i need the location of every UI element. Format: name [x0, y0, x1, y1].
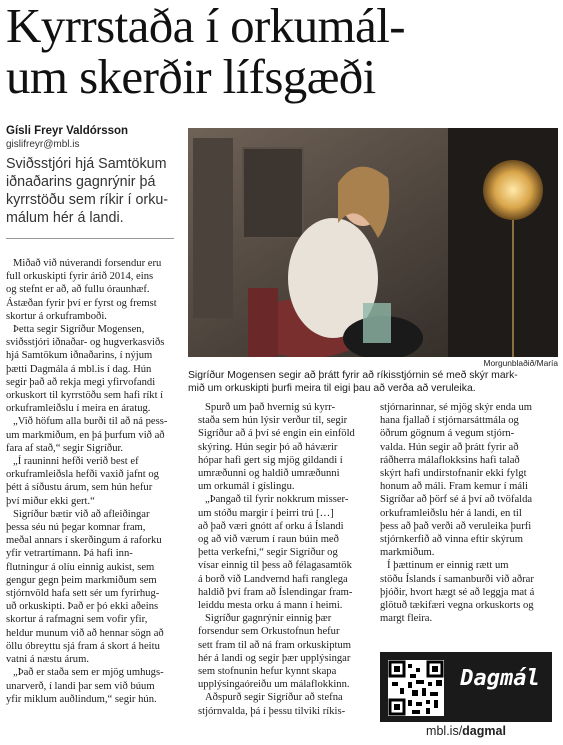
headline-line-2: um skerðir lífsgæði [6, 49, 376, 104]
headline [6, 0, 558, 102]
text-line: Sigríður gagnrýnir einnig þær [205, 613, 332, 625]
text-line: að það væri gnótt af orku á Íslandi [198, 520, 344, 532]
text-line: stjórnarinnar, sé mjög skýr enda um [380, 402, 532, 413]
text-line: orkuframleiðsla hefði vaxið jafnt og [6, 469, 159, 481]
text-line: Sviðsstjóri hjá Samtökum [6, 156, 167, 172]
text-line: „Það er staða sem er mjög umhugs- [13, 667, 164, 679]
text-line: sem stofnunin hefur kynnt skapa [198, 666, 337, 678]
text-line: orkuskort til kyrrstöðu sem hafi ríkt í [6, 390, 164, 402]
text-line: Sigríðar að þörf sé á því að tvöfalda [380, 494, 533, 506]
text-line: kyrrstöðu sem ríkir í orku- [6, 192, 169, 208]
text-line: leiddu mesta orku á mann í heimi. [198, 600, 343, 612]
text-line: Sigríður að á því sé engin ein einföld [198, 428, 355, 440]
text-line: forsendur sem Orkustofnun hefur [198, 626, 340, 638]
paragraph [6, 415, 174, 455]
text-line: þetta verkefni,“ segir Sigríður og [198, 547, 338, 559]
photo-credit: Morgunblaðið/María [483, 358, 558, 368]
text-line: skýring. Hún segir þó að háværir [198, 441, 338, 453]
paragraph [380, 401, 552, 559]
dagmal-promo[interactable] [380, 652, 552, 740]
text-line: mið um orkuskipti þurfi meira til eigi þau að verða að veruleika. [188, 383, 476, 394]
text-line: vatni á næstu árum. [6, 654, 89, 666]
text-line: hana fjallað í stjórnarsáttmála og [380, 415, 519, 427]
text-line: uð orkuskipti. Það er þó ekki aðeins [6, 601, 159, 613]
text-line: þess að það verði að veruleika þurfi [380, 520, 532, 532]
body-column-3 [380, 401, 552, 625]
text-line: staða sem hún lýsir verður til, segir [198, 415, 348, 427]
text-line: hópar hafi gert sig mjög gildandi í [198, 454, 343, 466]
text-line: sviðsstjóri iðnaðar- og hugverkasviðs [6, 337, 165, 349]
paragraph [198, 401, 370, 493]
body-column-1 [6, 257, 174, 706]
text-line: margt fleira. [380, 613, 433, 625]
text-line: „Í rauninni hefði verið best ef [13, 456, 139, 468]
paragraph [198, 612, 370, 691]
text-line: yfir vetrartímann. Þá hafi inn- [6, 548, 133, 560]
photo-caption [188, 369, 558, 395]
text-line: um markmiðum, en þá þurfum við að [6, 429, 165, 441]
text-line: meðal annars í skerðingum á raforku [6, 535, 162, 547]
author-email[interactable]: gislifreyr@mbl.is [6, 139, 80, 150]
article-photo [188, 128, 558, 357]
text-line: þjóðir, hvort hægt sé að leggja mat á [380, 586, 535, 598]
author-name: Gísli Freyr Valdórsson [6, 125, 129, 137]
text-line: full orkuskipti fyrir árið 2014, eins [6, 271, 154, 283]
text-line: Aðspurð segir Sigríður að stefna [205, 692, 343, 704]
text-line: gengur gegn þeim markmiðum sem [6, 574, 157, 586]
promo-url[interactable] [380, 724, 552, 738]
text-line: fara af stað,“ segir Sigríður. [6, 442, 124, 454]
text-line: Spurð um það hvernig sú kyrr- [205, 402, 336, 413]
text-line: „Við höfum alla burði til að ná pess- [13, 416, 168, 428]
paragraph [6, 508, 174, 666]
text-line: málum hér á landi. [6, 210, 124, 226]
text-line: Sigríður bætir við að afleiðingar [13, 508, 150, 520]
text-line: honum að máli. Fram kemur í máli [380, 481, 528, 493]
headline-line-1: Kyrrstaða í orkumál- [6, 0, 405, 53]
text-line: upplýsingaóreiðu um málaflokkinn. [198, 679, 350, 691]
byline [6, 125, 176, 150]
text-line: haldið því fram að Íslendingar fram- [198, 586, 353, 598]
text-line: og að við værum í raun búin með [198, 534, 339, 546]
paragraph [6, 323, 174, 415]
text-line: hér á landi og segir þær upplýsingar [198, 652, 351, 664]
text-line: hjá Samtökum iðnaðarins, í nýjum [6, 350, 153, 362]
promo-url-path[interactable]: dagmal [462, 724, 506, 738]
text-line: Í þættinum er einnig rætt um [387, 560, 509, 572]
text-line: „Þangað til fyrir nokkrum misser- [205, 494, 349, 506]
text-line: þétt á síðustu árum, sem hún hefur [6, 482, 153, 494]
text-line: orkuframleiðslu í meira en áratug. [6, 403, 151, 415]
text-line: stjórnkerfið að vinna eftir skýrum [380, 534, 523, 546]
paragraph [198, 493, 370, 612]
text-line: öllu óbreyttu sjá fram á skort á heitu [6, 640, 160, 652]
text-line: og stefnt er að, að fullu óraunhæf. [6, 284, 150, 296]
text-line: stöðu Íslands í samanburði við aðrar [380, 573, 534, 585]
text-line: öðrum gögnum á vegum stjórn- [380, 428, 515, 440]
paragraph [198, 691, 370, 717]
text-line: um stóðu margir í þeirri trú […] [198, 507, 334, 519]
paragraph [6, 455, 174, 508]
lead-divider [6, 238, 174, 239]
paragraph [6, 257, 174, 323]
paragraph [6, 666, 174, 706]
text-line: yfir miklum auðlindum,“ segir hún. [6, 693, 157, 705]
text-line: stjórnvöld hafa sett sér um fyrirhug- [6, 588, 160, 600]
text-line: ráðherra málaflokksins hafi talað [380, 454, 520, 466]
text-line: á borð við Landvernd hafi ranglega [198, 573, 348, 585]
qr-code-icon[interactable] [388, 660, 444, 716]
text-line: þessa séu nú þegar komnar fram, [6, 522, 146, 534]
text-line: heldur munum við að hennar sögn að [6, 627, 164, 639]
text-line: valda. Hún segir að þrátt fyrir að [380, 441, 519, 453]
text-line: glötuð tækifæri vegna orkuskorts og [380, 600, 534, 612]
text-line: því miður ekki gert.“ [6, 495, 95, 507]
text-line: markmiðum. [380, 547, 435, 559]
text-line: Ástæðan fyrir því er fyrst og fremst [6, 297, 157, 309]
promo-box[interactable] [380, 652, 552, 722]
text-line: umræðunni og haldið umræðunni [198, 468, 340, 480]
lead-paragraph [6, 155, 174, 227]
portrait-illustration [188, 128, 558, 357]
text-line: skortur á orkuframboði. [6, 310, 107, 322]
text-line: Sigríður Mogensen segir að þrátt fyrir að ríkisstjórnin sé með skýr mark- [188, 370, 518, 381]
text-line: segir það að rekja megi yfirvofandi [6, 376, 156, 388]
promo-url-prefix[interactable]: mbl.is/ [426, 724, 463, 738]
body-column-2 [198, 401, 370, 718]
text-line: þætti Dagmála á mbl.is í dag. Hún [6, 363, 152, 375]
text-line: iðnaðarins gagnrýnir þá [6, 174, 156, 190]
text-line: orkuframleiðslu hér á landi, en til [380, 507, 522, 519]
text-line: flutningur á olíu einnig aukist, sem [6, 561, 155, 573]
text-line: um orkumál í gíslingu. [198, 481, 295, 493]
text-line: vísar einnig til þess að félagasamtök [198, 560, 352, 572]
text-line: unarverð, í landi þar sem við búum [6, 680, 155, 692]
text-line: Þetta segir Sigríður Mogensen, [13, 324, 145, 336]
text-line: skortur á rafmagni sem vofir yfir, [6, 614, 148, 626]
text-line: stjórnvalda, þá í þessu tilviki ríkis- [198, 705, 346, 717]
paragraph [380, 559, 552, 625]
dagmal-logo[interactable]: Dagmál [460, 666, 540, 691]
text-line: sett fram til að ná fram orkuskiptum [198, 639, 351, 651]
text-line: skýrt hafi undirstofnanir ekki fylgt [380, 468, 527, 480]
text-line: Miðað við núverandi forsendur eru [13, 258, 162, 269]
